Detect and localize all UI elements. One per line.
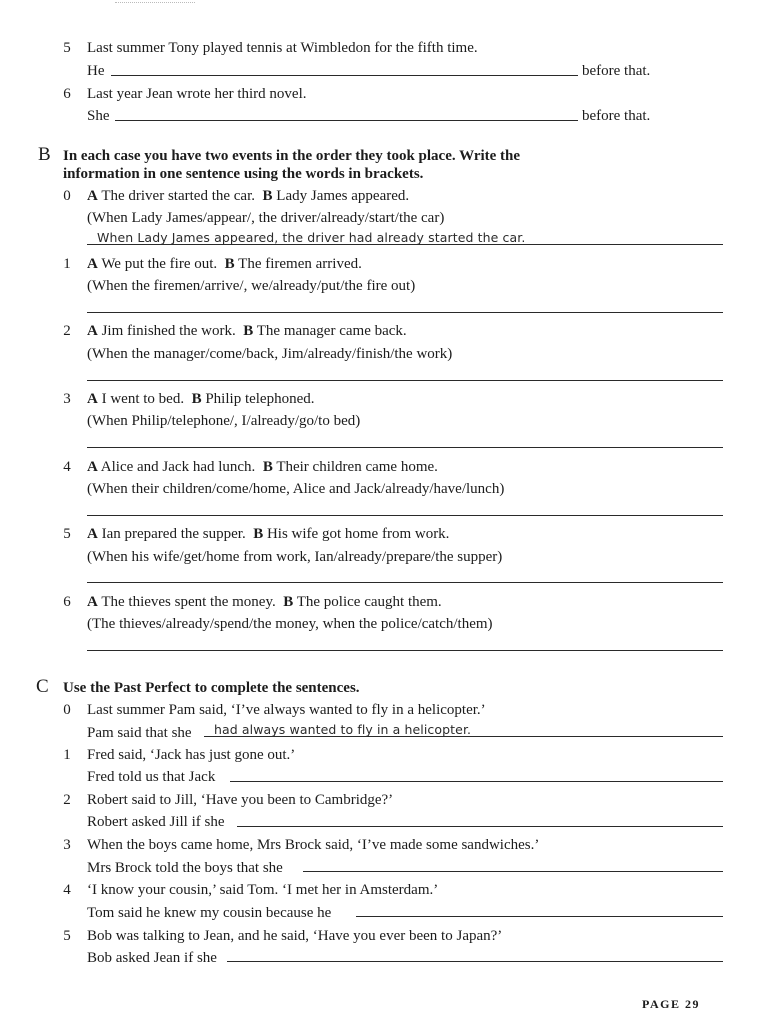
answer-line[interactable] <box>111 75 578 76</box>
event-pair <box>87 458 438 476</box>
event-b-marker: B <box>224 256 235 272</box>
event-b-marker: B <box>262 188 273 204</box>
item-number: 2 <box>63 792 71 808</box>
item-number: 1 <box>63 256 71 272</box>
answer-line[interactable] <box>87 650 723 651</box>
event-pair <box>87 525 449 543</box>
event-b-marker: B <box>253 526 264 542</box>
event-a-text: The thieves spent the money. <box>101 594 276 610</box>
section-letter: C <box>36 676 49 697</box>
event-b-marker: B <box>262 459 273 475</box>
handwritten-answer: had always wanted to fly in a helicopter. <box>214 722 472 737</box>
answer-line[interactable] <box>87 447 723 448</box>
event-b-text: The manager came back. <box>256 323 407 339</box>
bracket-cue: (When the firemen/arrive/, we/already/put/the fire out) <box>87 278 416 294</box>
event-pair <box>87 390 315 408</box>
answer-start: Bob asked Jean if she <box>87 950 217 966</box>
item-number: 4 <box>63 459 71 475</box>
event-b-marker: B <box>191 391 202 407</box>
answer-line[interactable] <box>356 916 723 917</box>
event-a-text: Jim finished the work. <box>101 323 236 339</box>
item-prompt: Bob was talking to Jean, and he said, ‘Have you ever been to Japan?’ <box>87 928 503 944</box>
event-a-marker: A <box>87 256 98 272</box>
answer-line[interactable] <box>87 244 723 245</box>
answer-line[interactable] <box>237 826 723 827</box>
item-number: 0 <box>63 702 71 718</box>
event-b-text: Lady James appeared. <box>276 188 410 204</box>
answer-start: She <box>87 108 110 124</box>
item-number: 6 <box>63 594 71 610</box>
answer-line[interactable] <box>204 736 723 737</box>
event-a-marker: A <box>87 459 98 475</box>
event-pair <box>87 593 442 611</box>
answer-line[interactable] <box>115 120 578 121</box>
event-b-text: Philip telephoned. <box>205 391 315 407</box>
answer-line[interactable] <box>230 781 723 782</box>
event-a-text: Alice and Jack had lunch. <box>100 459 256 475</box>
answer-end: before that. <box>582 63 651 79</box>
event-b-marker: B <box>243 323 254 339</box>
event-b-text: The police caught them. <box>296 594 442 610</box>
event-b-marker: B <box>283 594 294 610</box>
item-prompt: Robert said to Jill, ‘Have you been to Cambridge?’ <box>87 792 394 808</box>
answer-start: He <box>87 63 105 79</box>
answer-start: Fred told us that Jack <box>87 769 216 785</box>
answer-line[interactable] <box>87 380 723 381</box>
bracket-cue: (The thieves/already/spend/the money, when the police/catch/them) <box>87 616 493 632</box>
item-number: 5 <box>63 526 71 542</box>
item-number: 5 <box>63 40 71 56</box>
item-prompt: Fred said, ‘Jack has just gone out.’ <box>87 747 296 763</box>
event-b-text: The firemen arrived. <box>238 256 362 272</box>
item-prompt: Last summer Pam said, ‘I’ve always wanted to fly in a helicopter.’ <box>87 702 486 718</box>
scan-mark <box>115 2 195 7</box>
event-a-marker: A <box>87 323 98 339</box>
event-a-marker: A <box>87 526 98 542</box>
item-prompt: Last summer Tony played tennis at Wimbledon for the fifth time. <box>87 40 478 56</box>
handwritten-answer: When Lady James appeared, the driver had already started the car. <box>97 230 526 245</box>
item-number: 5 <box>63 928 71 944</box>
event-pair <box>87 187 409 205</box>
answer-line[interactable] <box>227 961 723 962</box>
event-a-marker: A <box>87 391 98 407</box>
section-letter: B <box>38 144 51 165</box>
event-a-text: The driver started the car. <box>101 188 256 204</box>
answer-start: Robert asked Jill if she <box>87 814 225 830</box>
item-prompt: Last year Jean wrote her third novel. <box>87 86 307 102</box>
bracket-cue: (When their children/come/home, Alice and Jack/already/have/lunch) <box>87 481 505 497</box>
item-number: 0 <box>63 188 71 204</box>
event-a-text: Ian prepared the supper. <box>101 526 246 542</box>
bracket-cue: (When the manager/come/back, Jim/already/finish/the work) <box>87 346 453 362</box>
event-b-text: Their children came home. <box>276 459 438 475</box>
event-pair <box>87 255 362 273</box>
item-number: 1 <box>63 747 71 763</box>
answer-line[interactable] <box>303 871 723 872</box>
item-prompt: ‘I know your cousin,’ said Tom. ‘I met her in Amsterdam.’ <box>87 882 439 898</box>
item-number: 3 <box>63 391 71 407</box>
answer-end: before that. <box>582 108 651 124</box>
bracket-cue: (When Lady James/appear/, the driver/already/start/the car) <box>87 210 445 226</box>
item-number: 4 <box>63 882 71 898</box>
answer-start: Pam said that she <box>87 725 192 741</box>
event-a-text: I went to bed. <box>101 391 185 407</box>
section-instruction: information in one sentence using the words in brackets. <box>63 166 424 182</box>
answer-start: Mrs Brock told the boys that she <box>87 860 283 876</box>
item-prompt: When the boys came home, Mrs Brock said, ‘I’ve made some sandwiches.’ <box>87 837 540 853</box>
section-instruction: In each case you have two events in the order they took place. Write the <box>63 148 521 164</box>
section-instruction: Use the Past Perfect to complete the sentences. <box>63 680 360 696</box>
answer-start: Tom said he knew my cousin because he <box>87 905 332 921</box>
event-a-marker: A <box>87 188 98 204</box>
bracket-cue: (When his wife/get/home from work, Ian/already/prepare/the supper) <box>87 549 503 565</box>
page-number: PAGE 29 <box>642 997 700 1011</box>
answer-line[interactable] <box>87 312 723 313</box>
event-a-text: We put the fire out. <box>101 256 218 272</box>
item-number: 2 <box>63 323 71 339</box>
event-pair <box>87 322 407 340</box>
bracket-cue: (When Philip/telephone/, I/already/go/to bed) <box>87 413 361 429</box>
answer-line[interactable] <box>87 515 723 516</box>
item-number: 6 <box>63 86 71 102</box>
answer-line[interactable] <box>87 582 723 583</box>
event-a-marker: A <box>87 594 98 610</box>
item-number: 3 <box>63 837 71 853</box>
event-b-text: His wife got home from work. <box>266 526 450 542</box>
